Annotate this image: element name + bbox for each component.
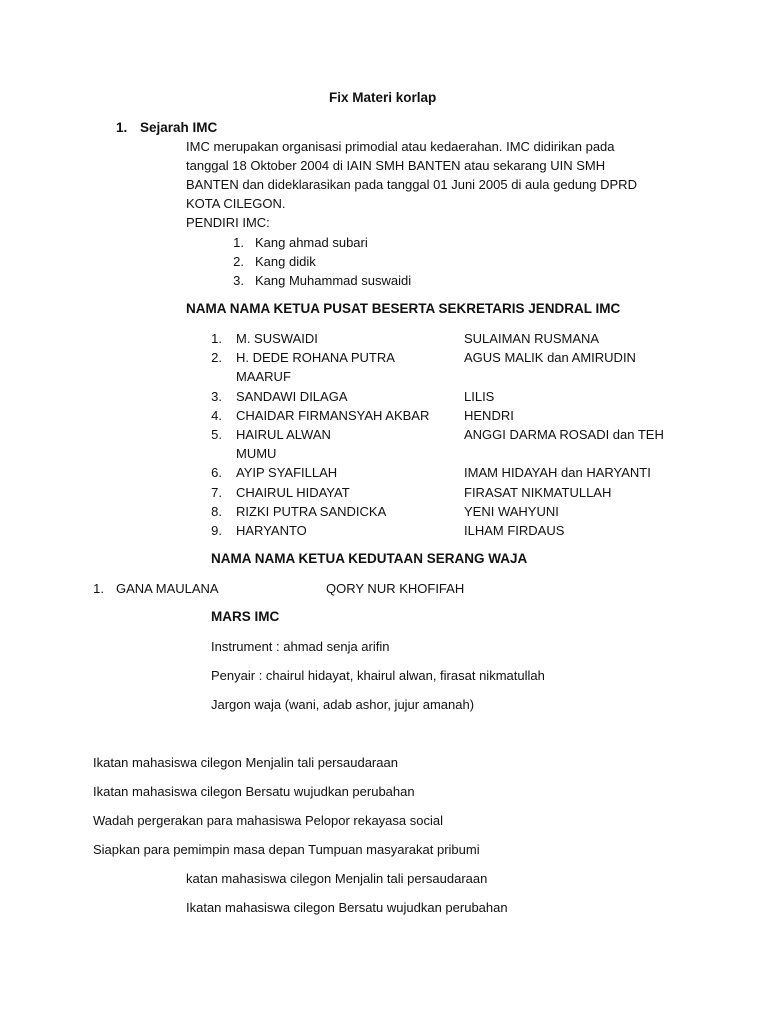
ketua-name-continued: MUMU (236, 446, 277, 461)
sekjen-name: QORY NUR KHOFIFAH (326, 581, 465, 596)
sekjen-name: AGUS MALIK dan AMIRUDIN (464, 350, 636, 365)
sekjen-name: FIRASAT NIKMATULLAH (464, 485, 612, 500)
section-heading-kedutaan: NAMA NAMA KETUA KEDUTAAN SERANG WAJA (211, 551, 528, 566)
founder-name: Kang ahmad subari (255, 235, 368, 250)
sekjen-name: SULAIMAN RUSMANA (464, 331, 600, 346)
lyric-line-indented: katan mahasiswa cilegon Menjalin tali persaudaraan (186, 871, 488, 886)
paragraph-line: IMC merupakan organisasi primodial atau kedaerahan. IMC didirikan pada (186, 139, 615, 154)
section-heading-sejarah: Sejarah IMC (140, 120, 218, 135)
founder-name: Kang didik (255, 254, 316, 269)
jargon-text: Jargon waja (wani, adab ashor, jujur amanah) (211, 697, 475, 712)
ketua-name-continued: MAARUF (236, 369, 291, 384)
section-number: 1. (116, 120, 128, 135)
lyric-line: Ikatan mahasiswa cilegon Bersatu wujudkan perubahan (93, 784, 415, 799)
sekjen-name: HENDRI (464, 408, 514, 423)
ketua-name: M. SUSWAIDI (236, 331, 318, 346)
list-number: 9. (211, 523, 222, 538)
list-number: 1. (93, 581, 104, 596)
list-number: 2. (211, 350, 222, 365)
ketua-name: GANA MAULANA (116, 581, 219, 596)
section-heading-mars: MARS IMC (211, 609, 280, 624)
list-number: 1. (233, 235, 244, 250)
ketua-name: HARYANTO (236, 523, 307, 538)
lyric-line-indented: Ikatan mahasiswa cilegon Bersatu wujudkan perubahan (186, 900, 508, 915)
founders-label: PENDIRI IMC: (186, 215, 270, 230)
lyric-line: Wadah pergerakan para mahasiswa Pelopor rekayasa social (93, 813, 443, 828)
ketua-name: RIZKI PUTRA SANDICKA (236, 504, 387, 519)
sekjen-name: YENI WAHYUNI (464, 504, 559, 519)
paragraph-line: BANTEN dan dideklarasikan pada tanggal 01 Juni 2005 di aula gedung DPRD (186, 177, 637, 192)
list-number: 4. (211, 408, 222, 423)
ketua-name: SANDAWI DILAGA (236, 389, 348, 404)
list-number: 5. (211, 427, 222, 442)
list-number: 7. (211, 485, 222, 500)
ketua-name: CHAIDAR FIRMANSYAH AKBAR (236, 408, 430, 423)
penyair-credit: Penyair : chairul hidayat, khairul alwan, firasat nikmatullah (211, 668, 545, 683)
list-number: 1. (211, 331, 222, 346)
document-title: Fix Materi korlap (329, 90, 437, 105)
ketua-name: CHAIRUL HIDAYAT (236, 485, 350, 500)
paragraph-line: KOTA CILEGON. (186, 196, 286, 211)
sekjen-name: ILHAM FIRDAUS (464, 523, 565, 538)
founder-name: Kang Muhammad suswaidi (255, 273, 412, 288)
lyric-line: Ikatan mahasiswa cilegon Menjalin tali persaudaraan (93, 755, 398, 770)
list-number: 6. (211, 465, 222, 480)
sekjen-name: LILIS (464, 389, 495, 404)
ketua-name: AYIP SYAFILLAH (236, 465, 338, 480)
ketua-name: HAIRUL ALWAN (236, 427, 331, 442)
instrument-credit: Instrument : ahmad senja arifin (211, 639, 390, 654)
list-number: 2. (233, 254, 244, 269)
list-number: 3. (211, 389, 222, 404)
sekjen-name: IMAM HIDAYAH dan HARYANTI (464, 465, 651, 480)
ketua-name: H. DEDE ROHANA PUTRA (236, 350, 395, 365)
list-number: 8. (211, 504, 222, 519)
list-number: 3. (233, 273, 244, 288)
paragraph-line: tanggal 18 Oktober 2004 di IAIN SMH BANTEN atau sekarang UIN SMH (186, 158, 606, 173)
section-heading-ketua-pusat: NAMA NAMA KETUA PUSAT BESERTA SEKRETARIS JENDRAL IMC (186, 301, 621, 316)
lyric-line: Siapkan para pemimpin masa depan Tumpuan masyarakat pribumi (93, 842, 480, 857)
sekjen-name: ANGGI DARMA ROSADI dan TEH (464, 427, 664, 442)
